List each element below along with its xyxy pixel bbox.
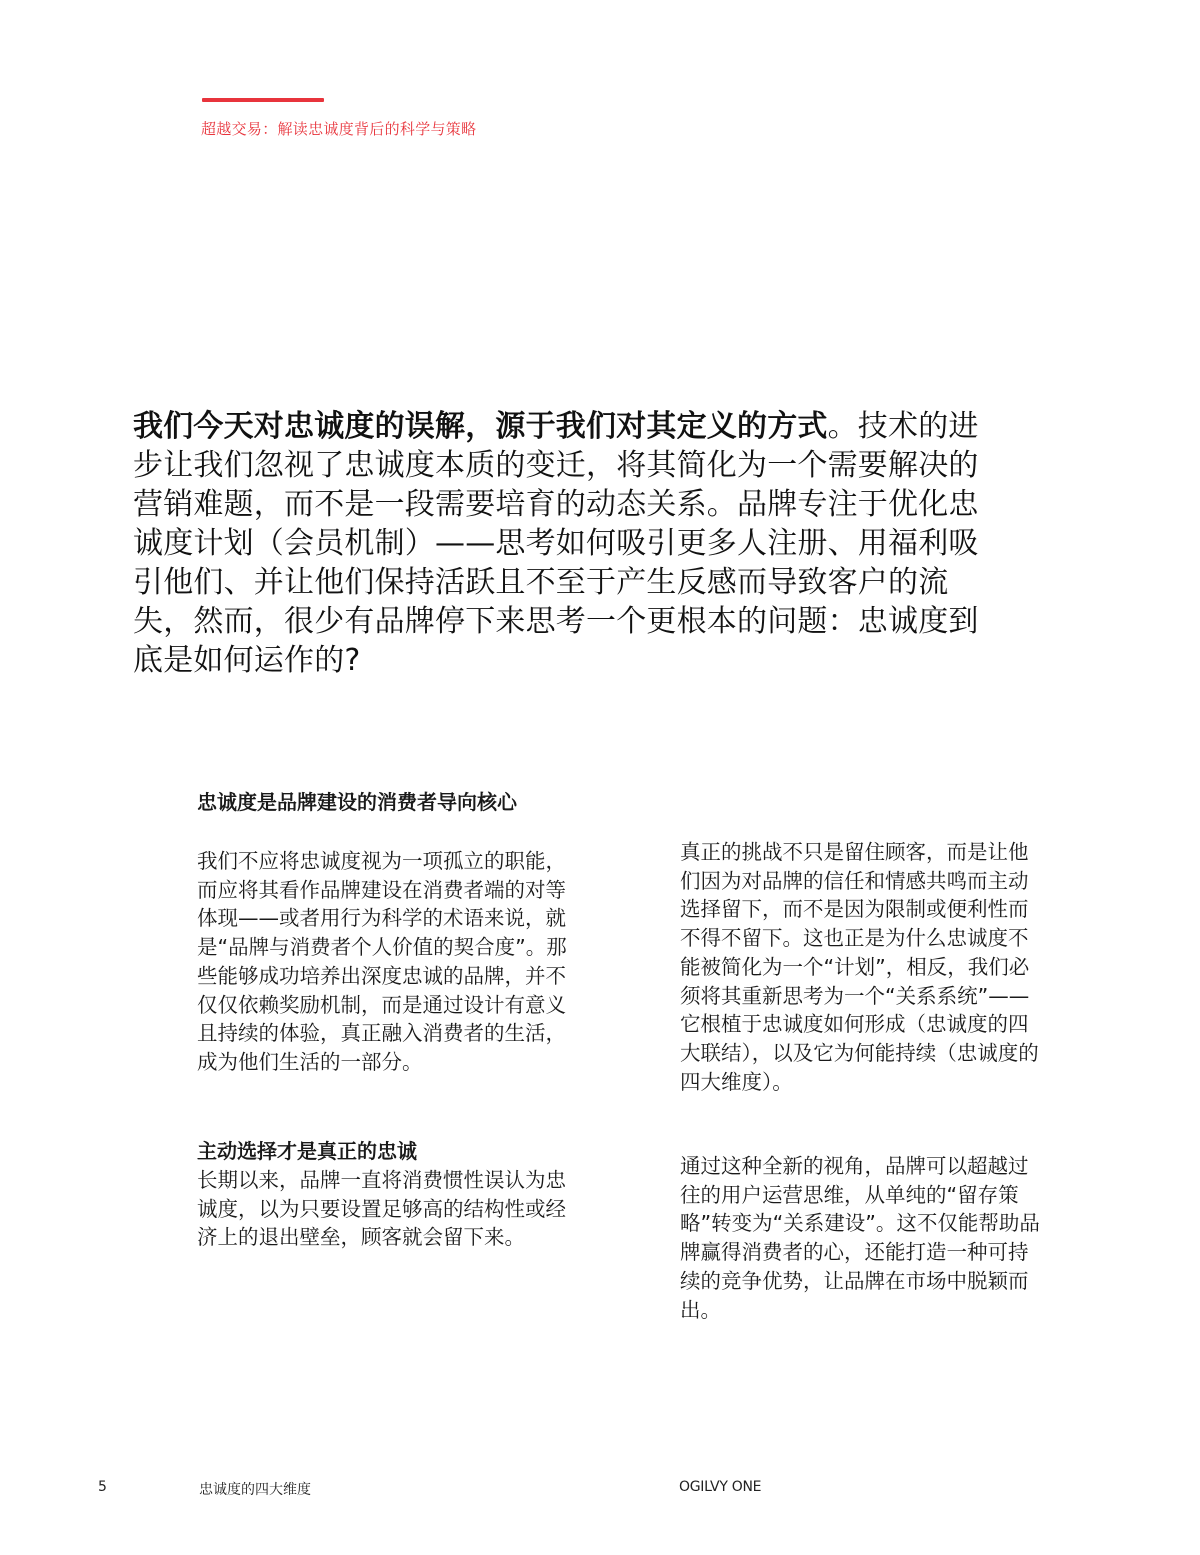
section-heading: 主动选择才是真正的忠诚 [197,1139,417,1163]
right-paragraph-2-container [680,1152,1045,1324]
section-heading-1-container [197,788,582,816]
section-heading-2-container [197,1137,582,1165]
section-body: 我们不应将忠诚度视为一项孤立的职能，而应将其看作品牌建设在消费者端的对等体现——或者用行为科学的术语来说，就是“品牌与消费者个人价值的契合度”。那些能够成功培养出深度忠诚的品牌，并不仅仅依赖奖励机制，而是通过设计有意义且持续的体验，真正融入消费者的生活，成为他们生活的一部分。 [197,849,567,1074]
page-number: 5 [98,1479,107,1495]
section-body-1-container [197,847,582,1077]
section-heading: 忠诚度是品牌建设的消费者导向核心 [197,790,517,814]
right-paragraph-1-container [680,838,1045,1096]
running-head: 超越交易：解读忠诚度背后的科学与策略 [201,120,477,138]
intro-body: 。技术的进步让我们忽视了忠诚度本质的变迁，将其简化为一个需要解决的营销难题，而不是一段需要培育的动态关系。品牌专注于优化忠诚度计划（会员机制）——思考如何吸引更多人注册、用福利吸引他们、并让他们保持活跃且不至于产生反感而导致客户的流失，然而，很少有品牌停下来思考一个更根本的问题：忠诚度到底是如何运作的? [133,409,979,678]
body-paragraph: 真正的挑战不只是留住顾客，而是让他们因为对品牌的信任和情感共鸣而主动选择留下，而不是因为限制或便利性而不得不留下。这也正是为什么忠诚度不能被简化为一个“计划”，相反，我们必须将其重新思考为一个“关系系统”——它根植于忠诚度如何形成（忠诚度的四大联结），以及它为何能持续（忠诚度的四大维度）。 [680,840,1039,1094]
section-body-2-container [197,1166,582,1252]
body-paragraph: 通过这种全新的视角，品牌可以超越过往的用户运营思维，从单纯的“留存策略”转变为“关系建设”。这不仅能帮助品牌赢得消费者的心，还能打造一种可持续的竞争优势，让品牌在市场中脱颖而出。 [680,1154,1040,1322]
brand-logo-text: OGILVY ONE [679,1479,762,1495]
footer-section-title: 忠诚度的四大维度 [199,1482,311,1498]
accent-rule [202,98,324,102]
intro-paragraph [133,407,993,680]
section-body: 长期以来，品牌一直将消费惯性误认为忠诚度，以为只要设置足够高的结构性或经济上的退出壁垒，顾客就会留下来。 [197,1168,566,1250]
intro-lead: 我们今天对忠诚度的误解，源于我们对其定义的方式 [133,409,828,444]
